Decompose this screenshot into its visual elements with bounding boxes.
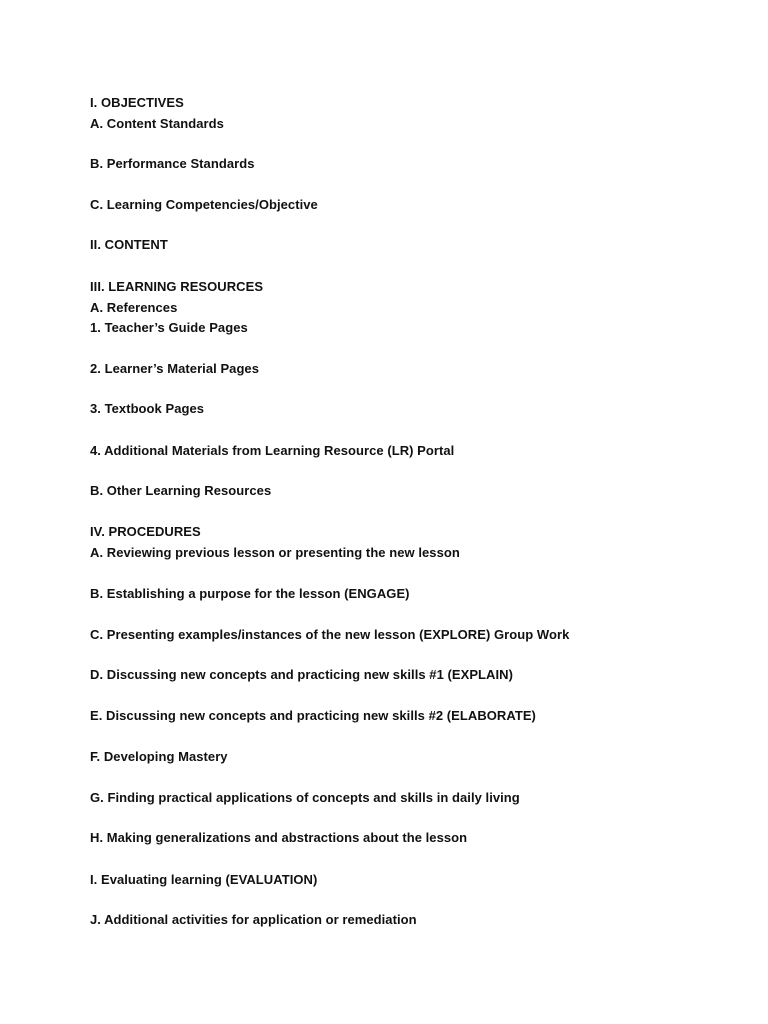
- item-establishing-purpose: B. Establishing a purpose for the lesson (ENGAGE): [90, 586, 410, 601]
- item-learners-material-pages: 2. Learner’s Material Pages: [90, 361, 259, 376]
- item-references: A. References: [90, 300, 178, 315]
- item-additional-activities: J. Additional activities for application or remediation: [90, 912, 417, 927]
- item-discussing-concepts-1: D. Discussing new concepts and practicing new skills #1 (EXPLAIN): [90, 667, 513, 682]
- item-performance-standards: B. Performance Standards: [90, 156, 255, 171]
- item-discussing-concepts-2: E. Discussing new concepts and practicing new skills #2 (ELABORATE): [90, 708, 536, 723]
- item-teachers-guide-pages: 1. Teacher’s Guide Pages: [90, 320, 248, 335]
- item-developing-mastery: F. Developing Mastery: [90, 749, 228, 764]
- item-content-standards: A. Content Standards: [90, 116, 224, 131]
- item-practical-applications: G. Finding practical applications of concepts and skills in daily living: [90, 790, 520, 805]
- item-other-learning-resources: B. Other Learning Resources: [90, 483, 272, 498]
- item-presenting-examples: C. Presenting examples/instances of the new lesson (EXPLORE) Group Work: [90, 627, 570, 642]
- item-reviewing-previous-lesson: A. Reviewing previous lesson or presenting the new lesson: [90, 545, 460, 560]
- heading-objectives: I. OBJECTIVES: [90, 95, 184, 110]
- item-additional-materials: 4. Additional Materials from Learning Resource (LR) Portal: [90, 443, 455, 458]
- heading-procedures: IV. PROCEDURES: [90, 524, 201, 539]
- item-textbook-pages: 3. Textbook Pages: [90, 401, 205, 416]
- heading-learning-resources: III. LEARNING RESOURCES: [90, 279, 264, 294]
- heading-content: II. CONTENT: [90, 237, 168, 252]
- item-learning-competencies: C. Learning Competencies/Objective: [90, 197, 318, 212]
- item-generalizations: H. Making generalizations and abstractions about the lesson: [90, 830, 468, 845]
- item-evaluating-learning: I. Evaluating learning (EVALUATION): [90, 872, 318, 887]
